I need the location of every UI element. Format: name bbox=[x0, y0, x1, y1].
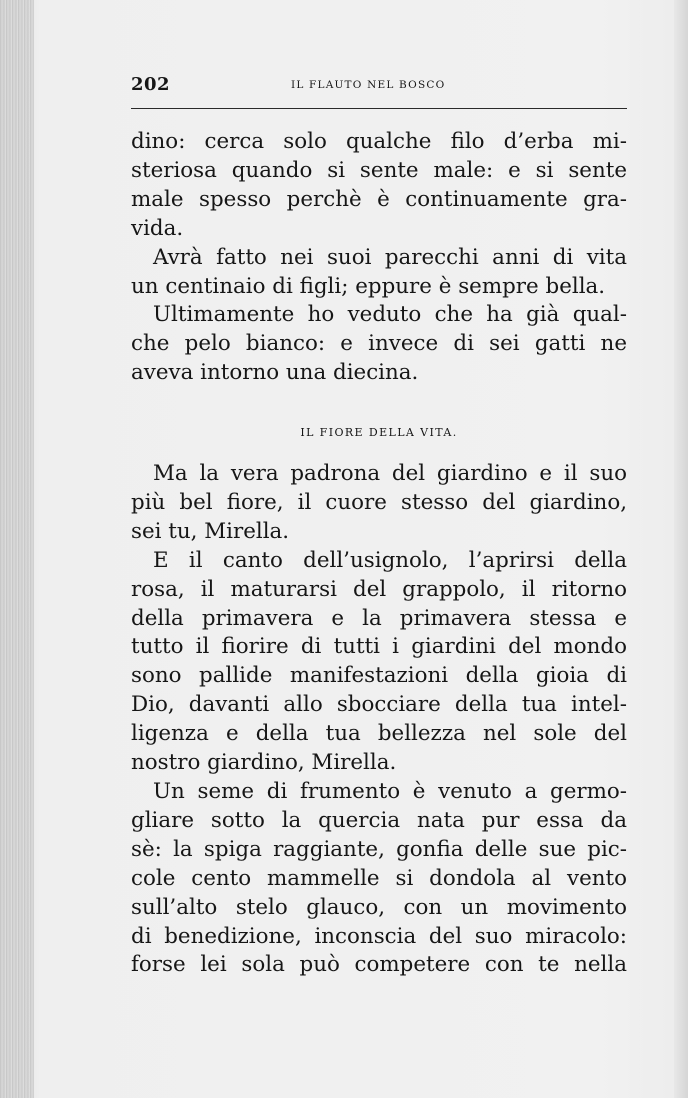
paragraph bbox=[131, 301, 627, 388]
text-line: ligenza e della tua bellezza nel sole del bbox=[131, 721, 627, 747]
text-line: un centinaio di figli; eppure è sempre bella. bbox=[131, 273, 606, 299]
text-line: nostro giardino, Mirella. bbox=[131, 750, 397, 776]
paragraph bbox=[131, 244, 627, 302]
text-line: Ma la vera padrona del giardino e il suo bbox=[153, 461, 627, 486]
section-title: IL FIORE DELLA VITA. bbox=[300, 426, 458, 439]
page-binding-shadow bbox=[0, 0, 34, 1098]
text-line: sull’alto stelo glauco, con un movimento bbox=[131, 894, 627, 920]
text-line: tutto il fiorire di tutti i giardini del mondo bbox=[131, 634, 627, 660]
text-line: sei tu, Mirella. bbox=[131, 518, 290, 544]
paragraph bbox=[131, 460, 627, 547]
text-line: di benedizione, inconscia del suo miracolo: bbox=[131, 923, 627, 949]
text-line: rosa, il maturarsi del grappolo, il ritorno bbox=[131, 576, 627, 602]
text-line: sono pallide manifestazioni della gioia di bbox=[131, 663, 627, 689]
paragraph bbox=[131, 128, 627, 244]
text-line: che pelo bianco: e invece di sei gatti ne bbox=[131, 331, 627, 357]
text-line: cole cento mammelle si dondola al vento bbox=[131, 865, 627, 891]
text-line: male spesso perchè è continuamente gra- bbox=[131, 186, 627, 212]
text-line: forse lei sola può competere con te nella bbox=[131, 952, 627, 978]
text-line: Ultimamente ho veduto che ha già qual- bbox=[153, 302, 627, 328]
text-line: gliare sotto la quercia nata pur essa da bbox=[131, 807, 627, 833]
text-line: Avrà fatto nei suoi parecchi anni di vita bbox=[153, 244, 627, 270]
text-line: dino: cerca solo qualche filo d’erba mi- bbox=[131, 129, 627, 154]
text-line: più bel fiore, il cuore stesso del giardino, bbox=[131, 489, 627, 515]
text-block-after-section bbox=[131, 460, 627, 980]
page-number: 202 bbox=[131, 74, 171, 95]
header-rule bbox=[131, 108, 627, 109]
page-edge-shadow bbox=[674, 0, 688, 1098]
text-line: steriosa quando si sente male: e si sente bbox=[131, 157, 627, 183]
page-header bbox=[131, 74, 627, 100]
paragraph bbox=[131, 547, 627, 778]
text-line: della primavera e la primavera stessa e bbox=[131, 605, 627, 631]
text-line: aveva intorno una diecina. bbox=[131, 360, 419, 386]
running-title: IL FLAUTO NEL BOSCO bbox=[291, 79, 446, 91]
text-line: vida. bbox=[131, 215, 184, 241]
text-block-before-section bbox=[131, 128, 627, 388]
paragraph bbox=[131, 778, 627, 980]
text-line: Un seme di frumento è venuto a germo- bbox=[153, 778, 627, 804]
text-line: Dio, davanti allo sbocciare della tua intel- bbox=[131, 692, 627, 718]
text-line: sè: la spiga raggiante, gonfia delle sue pic- bbox=[131, 836, 627, 862]
text-line: E il canto dell’usignolo, l’aprirsi della bbox=[153, 547, 627, 573]
